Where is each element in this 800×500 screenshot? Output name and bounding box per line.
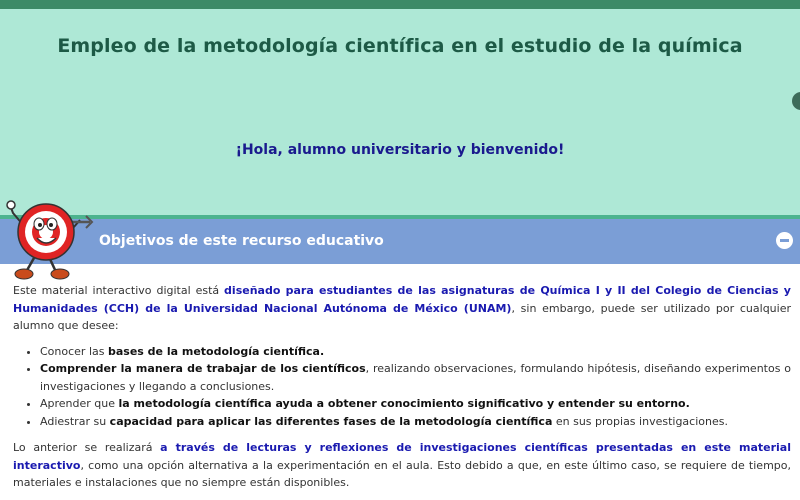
item-bold-text: bases de la metodología científica. <box>107 344 325 358</box>
objectives-list <box>13 343 791 431</box>
list-item <box>40 413 791 431</box>
item-text: Adiestrar su <box>40 414 110 428</box>
target-mascot-icon <box>4 196 94 280</box>
closing-text-end: , como una opción alternativa a la experimentación en el aula. Esto debido a que, en este último caso, se requiere de tiempo, materiales e instalaciones que no siempre están disponibles. <box>13 458 791 489</box>
closing-paragraph <box>13 439 791 492</box>
intro-text-end: , sin embargo, puede ser utilizado por cualquier alumno que desee: <box>13 301 792 332</box>
item-text-end: , realizando observaciones, formulando hipótesis, diseñando experimentos o investigaciones y llegando a conclusiones. <box>40 362 791 393</box>
section-title: Objetivos de este recurso educativo <box>99 233 384 249</box>
collapse-minus-icon[interactable] <box>776 232 793 249</box>
list-item <box>40 343 791 361</box>
list-item <box>40 360 791 395</box>
list-item <box>40 395 791 413</box>
item-text: Aprender que <box>40 397 119 410</box>
welcome-greeting: ¡Hola, alumno universitario y bienvenido! <box>235 142 565 158</box>
top-bar <box>0 0 800 9</box>
closing-highlight: a través de lecturas y reflexiones de investigaciones científicas presentadas en este material interactivo <box>13 441 791 472</box>
item-text-end: en sus propias investigaciones. <box>552 414 728 428</box>
item-bold-text: capacidad para aplicar las diferentes fases de la metodología científica <box>109 414 553 428</box>
intro-highlight: diseñado para estudiantes de las asignaturas de Química I y II del Colegio de Ciencias y Humanidades (CCH) de la Universidad Nacional Autónoma de México (UNAM) <box>13 284 791 315</box>
item-bold-text: la metodología científica ayuda a obtener conocimiento significativo y entender su entorno. <box>118 397 690 410</box>
closing-text: Lo anterior se realizará <box>13 441 161 454</box>
intro-paragraph <box>13 282 791 335</box>
intro-text: Este material interactivo digital está <box>13 284 225 297</box>
item-text: Conocer las <box>40 344 108 358</box>
carousel-next-icon[interactable] <box>792 92 800 110</box>
hero-banner <box>0 9 800 219</box>
objectives-section-header[interactable] <box>0 219 800 264</box>
objectives-content <box>13 282 791 500</box>
page-title: Empleo de la metodología científica en el estudio de la química <box>57 35 743 57</box>
item-bold-text: Comprender la manera de trabajar de los científicos <box>40 362 366 375</box>
